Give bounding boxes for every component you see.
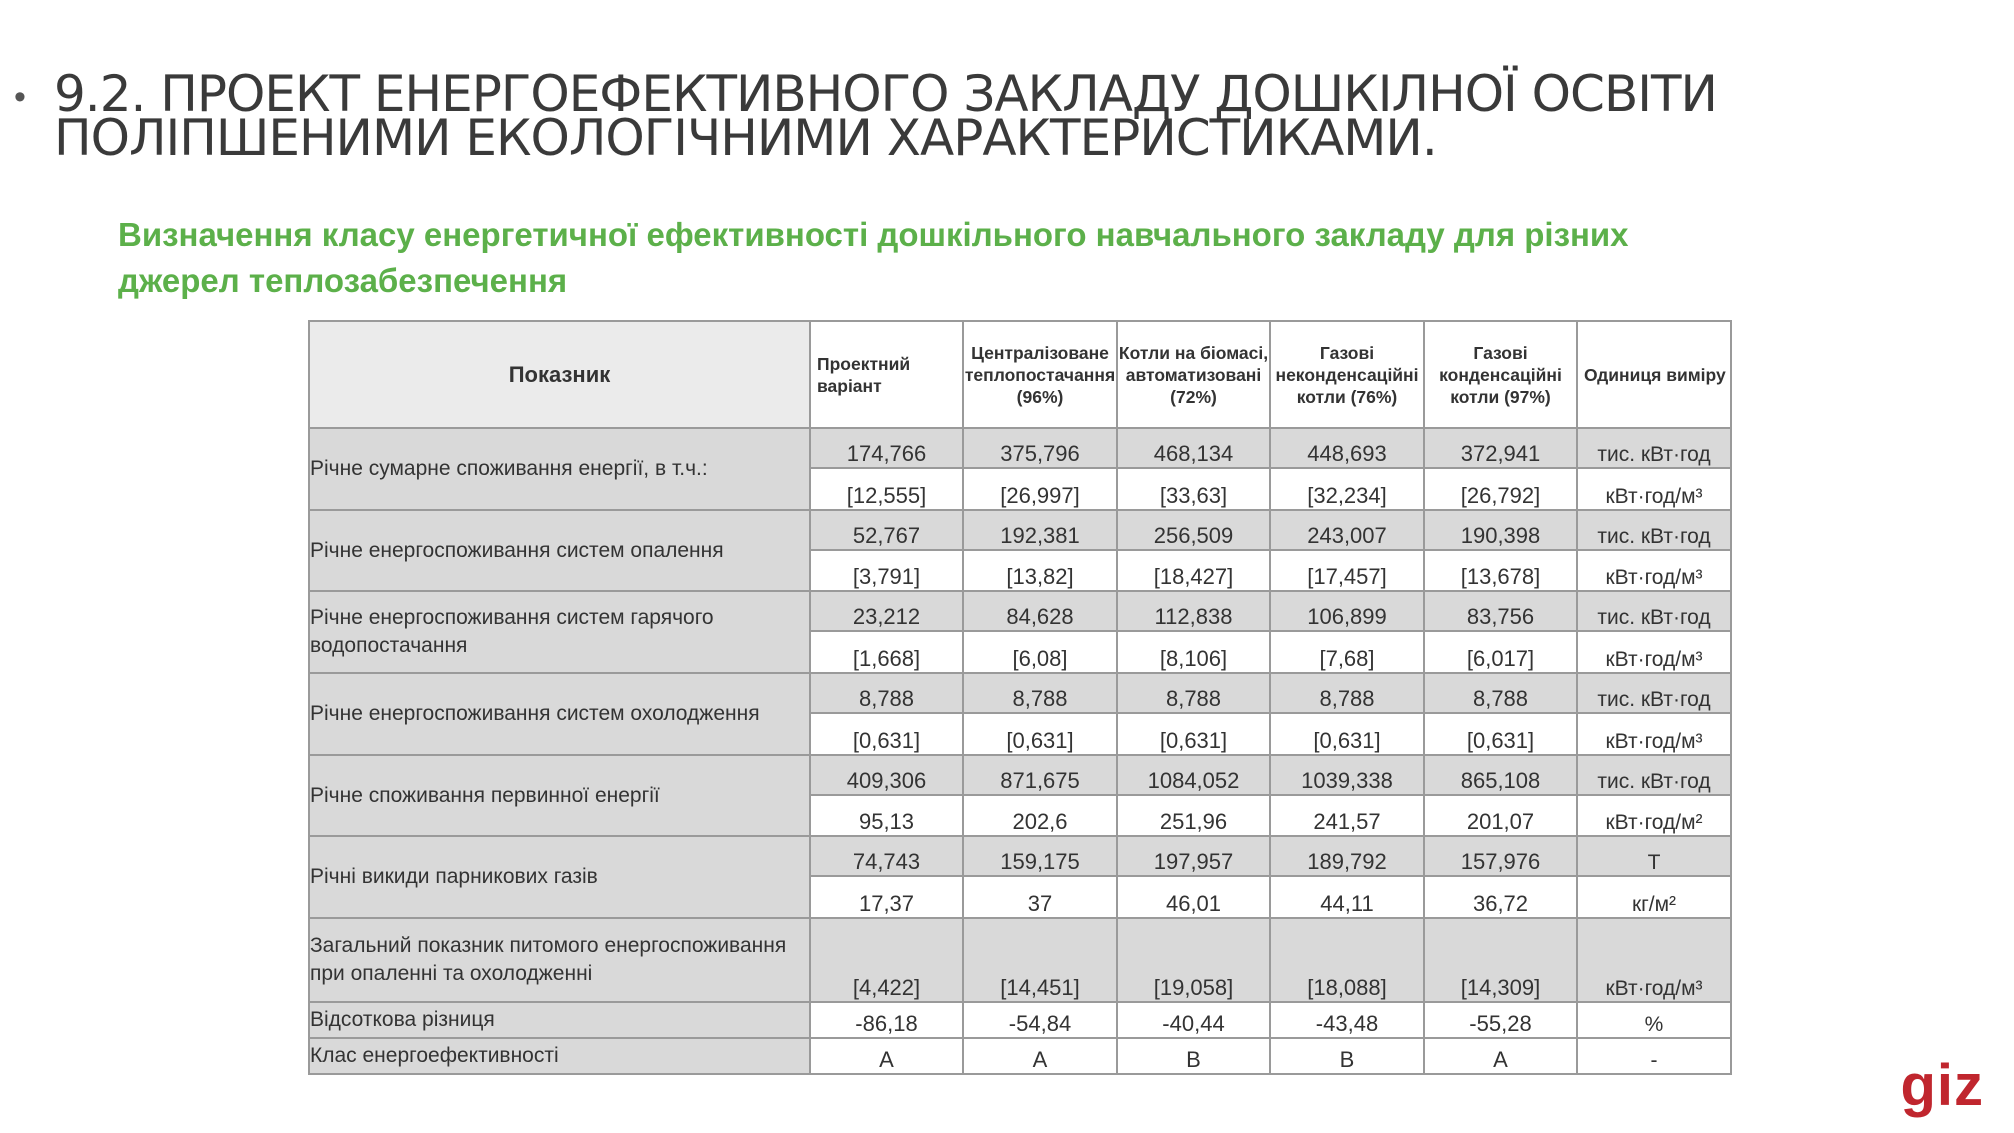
cell-project: 52,767 bbox=[810, 510, 963, 550]
cell-unit: кВт·год/м² bbox=[1577, 795, 1731, 836]
cell-central-heating: 375,796 bbox=[963, 428, 1117, 468]
cell-gas-noncondensing: [17,457] bbox=[1270, 550, 1424, 591]
cell-central-heating: 84,628 bbox=[963, 591, 1117, 631]
cell-gas-noncondensing: 106,899 bbox=[1270, 591, 1424, 631]
slide-subtitle-line2: джерел теплозабезпечення bbox=[118, 262, 568, 299]
cell-central-heating: 202,6 bbox=[963, 795, 1117, 836]
cell-gas-noncondensing: B bbox=[1270, 1038, 1424, 1074]
table-row bbox=[309, 1038, 1731, 1074]
row-label: Річне енергоспоживання систем гарячого водопостачання bbox=[309, 591, 810, 673]
cell-biomass: [33,63] bbox=[1117, 468, 1270, 510]
cell-gas-noncondensing: [18,088] bbox=[1270, 918, 1424, 1002]
cell-unit: Т bbox=[1577, 836, 1731, 876]
cell-biomass: [18,427] bbox=[1117, 550, 1270, 591]
cell-biomass: [19,058] bbox=[1117, 918, 1270, 1002]
header-gas-noncondensing: Газові неконденсаційні котли (76%) bbox=[1270, 321, 1424, 428]
cell-gas-condensing: [0,631] bbox=[1424, 713, 1577, 755]
table-row bbox=[309, 510, 1731, 550]
slide-subtitle-line1: Визначення класу енергетичної ефективності дошкільного навчального закладу для різних bbox=[118, 216, 1629, 253]
cell-gas-condensing: 157,976 bbox=[1424, 836, 1577, 876]
cell-unit: кВт·год/м³ bbox=[1577, 550, 1731, 591]
table-header-row bbox=[309, 321, 1731, 428]
cell-central-heating: 8,788 bbox=[963, 673, 1117, 713]
cell-project: [3,791] bbox=[810, 550, 963, 591]
cell-unit: кВт·год/м³ bbox=[1577, 918, 1731, 1002]
cell-project: 95,13 bbox=[810, 795, 963, 836]
cell-unit: % bbox=[1577, 1002, 1731, 1038]
cell-biomass: 256,509 bbox=[1117, 510, 1270, 550]
table-row bbox=[309, 673, 1731, 713]
title-bullet: • bbox=[14, 78, 26, 116]
cell-gas-noncondensing: 8,788 bbox=[1270, 673, 1424, 713]
cell-unit: тис. кВт·год bbox=[1577, 510, 1731, 550]
cell-biomass: 46,01 bbox=[1117, 876, 1270, 918]
cell-biomass: 197,957 bbox=[1117, 836, 1270, 876]
slide-title-line2: ПОЛІПШЕНИМИ ЕКОЛОГІЧНИМИ ХАРАКТЕРИСТИКАМИ. bbox=[54, 109, 1437, 167]
row-label: Річне енергоспоживання систем охолодження bbox=[309, 673, 810, 755]
cell-unit: - bbox=[1577, 1038, 1731, 1074]
cell-project: 17,37 bbox=[810, 876, 963, 918]
cell-gas-noncondensing: [7,68] bbox=[1270, 631, 1424, 673]
cell-biomass: -40,44 bbox=[1117, 1002, 1270, 1038]
cell-unit: тис. кВт·год bbox=[1577, 428, 1731, 468]
cell-gas-noncondensing: 189,792 bbox=[1270, 836, 1424, 876]
cell-project: [12,555] bbox=[810, 468, 963, 510]
slide-title-block bbox=[14, 65, 1974, 167]
cell-gas-condensing: [14,309] bbox=[1424, 918, 1577, 1002]
cell-gas-condensing: [26,792] bbox=[1424, 468, 1577, 510]
cell-central-heating: 159,175 bbox=[963, 836, 1117, 876]
header-project: Проектний варіант bbox=[810, 321, 963, 428]
cell-central-heating: [6,08] bbox=[963, 631, 1117, 673]
header-unit: Одиниця виміру bbox=[1577, 321, 1731, 428]
cell-unit: тис. кВт·год bbox=[1577, 591, 1731, 631]
cell-biomass: [8,106] bbox=[1117, 631, 1270, 673]
giz-logo: giz bbox=[1900, 1053, 1984, 1118]
row-label: Клас енергоефективності bbox=[309, 1038, 810, 1074]
cell-project: 74,743 bbox=[810, 836, 963, 876]
cell-central-heating: [14,451] bbox=[963, 918, 1117, 1002]
table-row bbox=[309, 755, 1731, 795]
cell-gas-condensing: 201,07 bbox=[1424, 795, 1577, 836]
cell-unit: тис. кВт·год bbox=[1577, 673, 1731, 713]
cell-gas-condensing: [13,678] bbox=[1424, 550, 1577, 591]
cell-project: -86,18 bbox=[810, 1002, 963, 1038]
table-row bbox=[309, 1002, 1731, 1038]
row-label: Річне енергоспоживання систем опалення bbox=[309, 510, 810, 591]
cell-gas-noncondensing: 241,57 bbox=[1270, 795, 1424, 836]
table-row bbox=[309, 918, 1731, 1002]
cell-gas-condensing: 83,756 bbox=[1424, 591, 1577, 631]
cell-unit: кВт·год/м³ bbox=[1577, 713, 1731, 755]
cell-biomass: 112,838 bbox=[1117, 591, 1270, 631]
cell-gas-condensing: 36,72 bbox=[1424, 876, 1577, 918]
cell-unit: кВт·год/м³ bbox=[1577, 468, 1731, 510]
cell-central-heating: [0,631] bbox=[963, 713, 1117, 755]
cell-gas-condensing: [6,017] bbox=[1424, 631, 1577, 673]
header-central-heating: Централізоване теплопостачання (96%) bbox=[963, 321, 1117, 428]
cell-central-heating: [13,82] bbox=[963, 550, 1117, 591]
cell-biomass: 1084,052 bbox=[1117, 755, 1270, 795]
header-gas-condensing: Газові конденсаційні котли (97%) bbox=[1424, 321, 1577, 428]
cell-central-heating: 37 bbox=[963, 876, 1117, 918]
cell-biomass: 8,788 bbox=[1117, 673, 1270, 713]
cell-biomass: 251,96 bbox=[1117, 795, 1270, 836]
cell-central-heating: 871,675 bbox=[963, 755, 1117, 795]
cell-gas-noncondensing: 44,11 bbox=[1270, 876, 1424, 918]
row-label: Річне споживання первинної енергії bbox=[309, 755, 810, 836]
cell-gas-condensing: A bbox=[1424, 1038, 1577, 1074]
cell-biomass: 468,134 bbox=[1117, 428, 1270, 468]
table-row bbox=[309, 591, 1731, 631]
cell-project: 409,306 bbox=[810, 755, 963, 795]
cell-biomass: [0,631] bbox=[1117, 713, 1270, 755]
cell-gas-condensing: 8,788 bbox=[1424, 673, 1577, 713]
row-label: Відсоткова різниця bbox=[309, 1002, 810, 1038]
cell-gas-condensing: 865,108 bbox=[1424, 755, 1577, 795]
slide-title-line1: 9.2. ПРОЕКТ ЕНЕРГОЕФЕКТИВНОГО ЗАКЛАДУ ДОШКІЛНОЇ ОСВІТИ bbox=[54, 65, 1717, 123]
table-row bbox=[309, 428, 1731, 468]
cell-unit: кг/м² bbox=[1577, 876, 1731, 918]
slide-subtitle bbox=[118, 212, 1938, 304]
cell-gas-noncondensing: [32,234] bbox=[1270, 468, 1424, 510]
cell-unit: тис. кВт·год bbox=[1577, 755, 1731, 795]
cell-project: 174,766 bbox=[810, 428, 963, 468]
energy-efficiency-table bbox=[308, 320, 1732, 1075]
cell-gas-noncondensing: 243,007 bbox=[1270, 510, 1424, 550]
cell-gas-condensing: 190,398 bbox=[1424, 510, 1577, 550]
row-label: Річне сумарне споживання енергії, в т.ч.: bbox=[309, 428, 810, 510]
table-body bbox=[309, 428, 1731, 1074]
row-label: Загальний показник питомого енергоспоживання при опаленні та охолодженні bbox=[309, 918, 810, 1002]
cell-gas-noncondensing: 448,693 bbox=[1270, 428, 1424, 468]
cell-gas-condensing: -55,28 bbox=[1424, 1002, 1577, 1038]
cell-project: [0,631] bbox=[810, 713, 963, 755]
cell-project: 8,788 bbox=[810, 673, 963, 713]
cell-project: A bbox=[810, 1038, 963, 1074]
cell-gas-noncondensing: 1039,338 bbox=[1270, 755, 1424, 795]
cell-project: [1,668] bbox=[810, 631, 963, 673]
table-row bbox=[309, 836, 1731, 876]
cell-central-heating: A bbox=[963, 1038, 1117, 1074]
slide-title bbox=[54, 65, 1717, 167]
cell-central-heating: [26,997] bbox=[963, 468, 1117, 510]
cell-unit: кВт·год/м³ bbox=[1577, 631, 1731, 673]
cell-gas-noncondensing: [0,631] bbox=[1270, 713, 1424, 755]
header-indicator: Показник bbox=[309, 321, 810, 428]
cell-central-heating: 192,381 bbox=[963, 510, 1117, 550]
cell-gas-noncondensing: -43,48 bbox=[1270, 1002, 1424, 1038]
cell-project: [4,422] bbox=[810, 918, 963, 1002]
cell-central-heating: -54,84 bbox=[963, 1002, 1117, 1038]
cell-gas-condensing: 372,941 bbox=[1424, 428, 1577, 468]
header-biomass: Котли на біомасі, автоматизовані (72%) bbox=[1117, 321, 1270, 428]
cell-project: 23,212 bbox=[810, 591, 963, 631]
cell-biomass: B bbox=[1117, 1038, 1270, 1074]
row-label: Річні викиди парникових газів bbox=[309, 836, 810, 918]
